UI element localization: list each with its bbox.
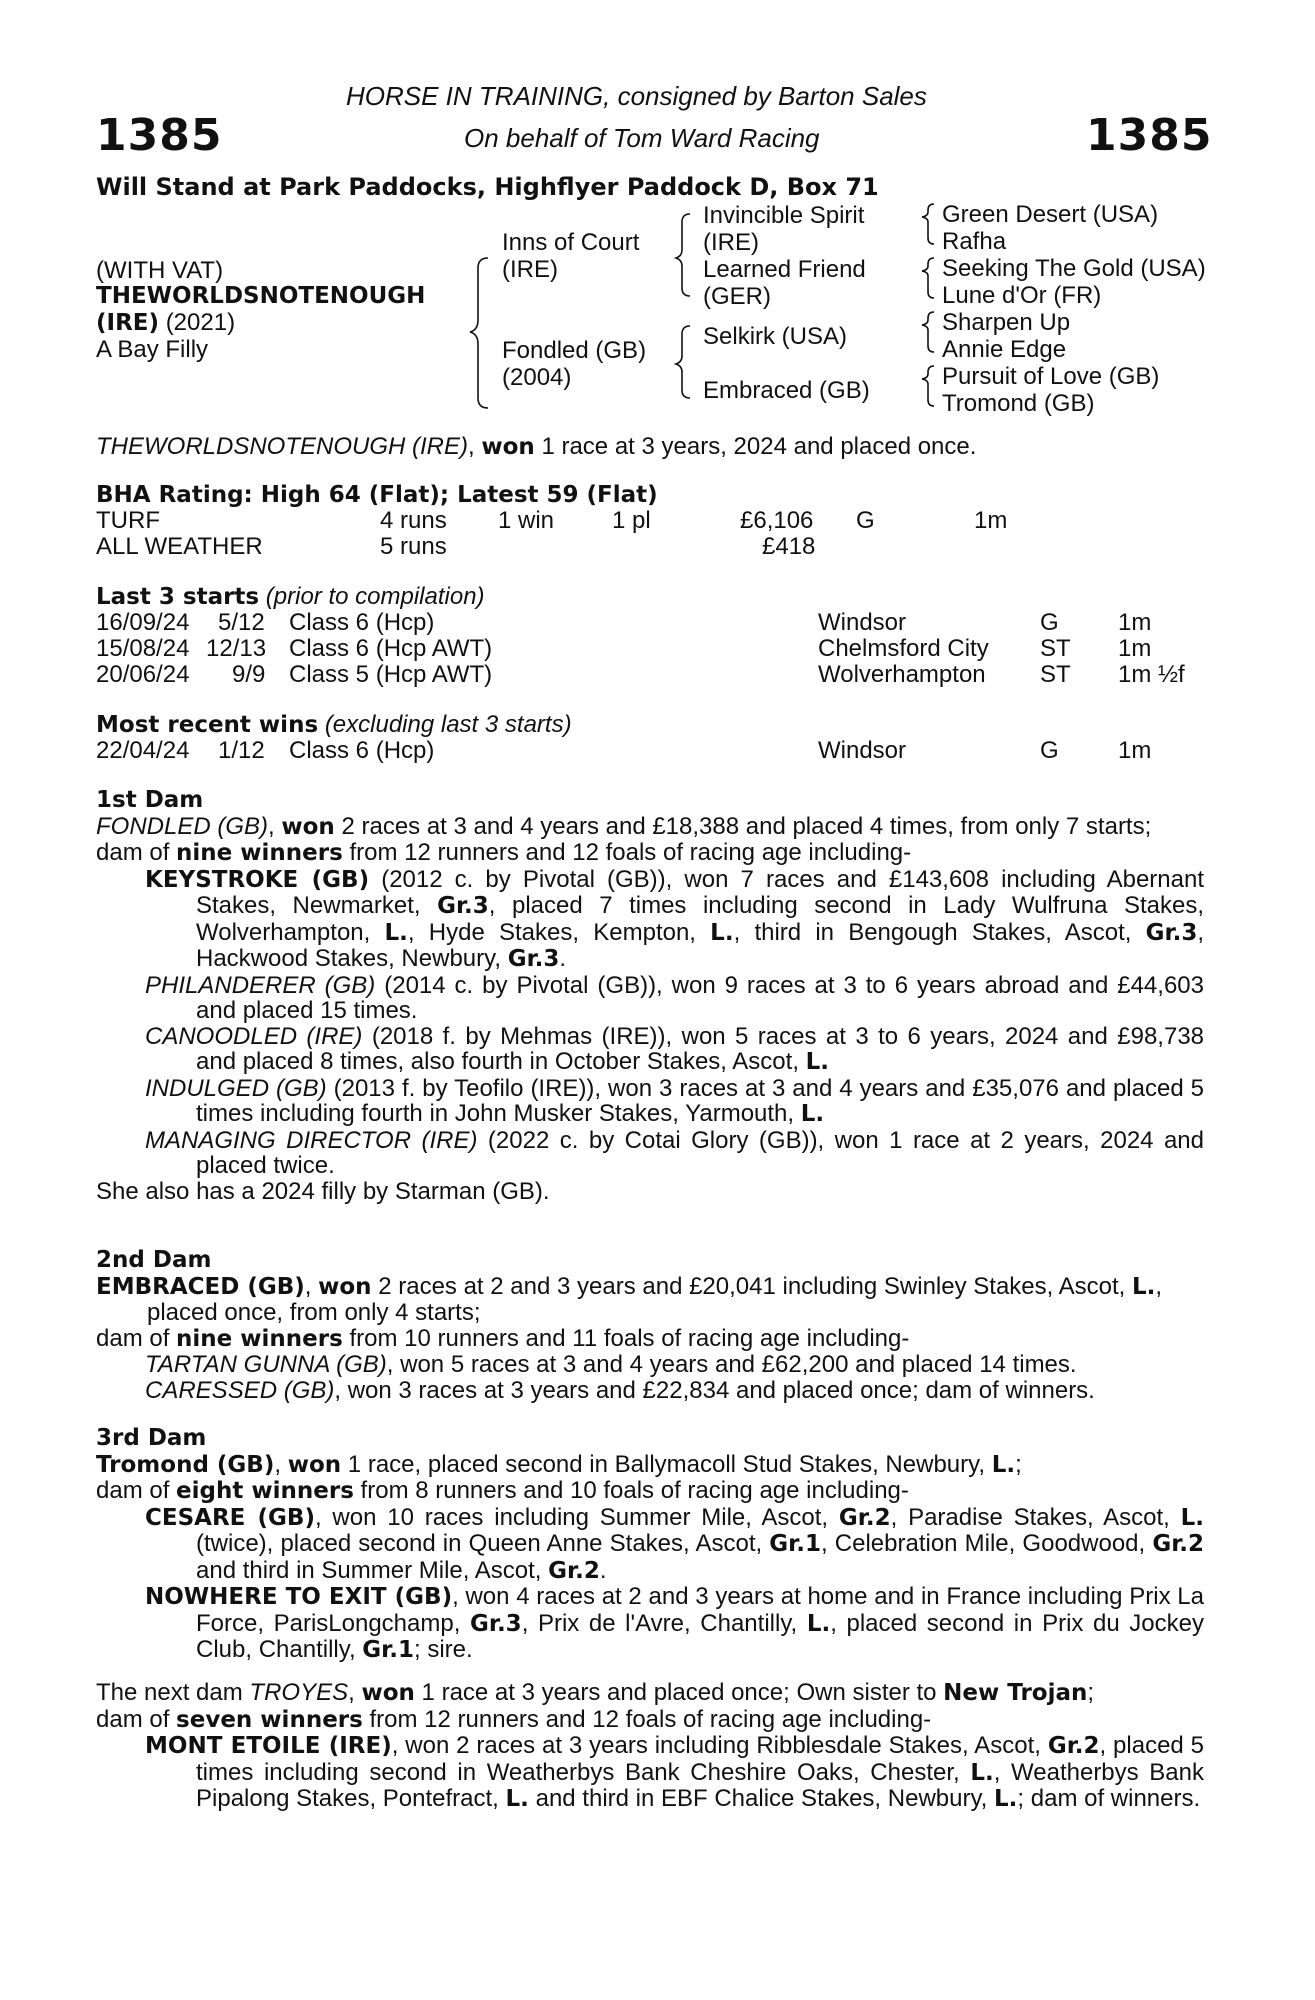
rating-runs: 4 runs: [380, 507, 447, 534]
progeny-entry: TARTAN GUNNA (GB), won 5 races at 3 and 4 years and £62,200 and placed 14 times.: [145, 1351, 1077, 1378]
progeny-entry: INDULGED (GB) (2013 f. by Teofilo (IRE)), won 3 races at 3 and 4 years and £35,076 and placed 5 times including fourth in John Musker Stakes, Yarmouth, L.: [145, 1074, 1204, 1127]
also-note: She also has a 2024 filly by Starman (GB).: [96, 1177, 550, 1205]
next-dam-record: The next dam TROYES, won 1 race at 3 years and placed once; Own sister to New Trojan;: [96, 1679, 1095, 1706]
third-dam-section: [96, 1426, 1204, 1664]
start-pos: 9/9: [232, 661, 266, 688]
grand-2: Rafha: [942, 228, 1007, 255]
win-pos: 1/12: [218, 737, 265, 764]
rating-runs: 5 runs: [380, 533, 447, 560]
progeny-entry: PHILANDERER (GB) (2014 c. by Pivotal (GB)), won 9 races at 3 to 6 years abroad and £44,603 and placed 15 times.: [145, 971, 1204, 1024]
rating-distance: 1m: [974, 507, 1008, 534]
start-pos: 5/12: [218, 609, 265, 636]
lot-number-right: 1385: [1086, 110, 1213, 161]
win-date: 22/04/24: [96, 737, 190, 764]
section-heading: 2nd Dam: [96, 1247, 212, 1273]
win-course: Windsor: [818, 737, 907, 764]
start-going: ST: [1040, 635, 1071, 662]
second-dam-section: [96, 1248, 1204, 1403]
horse-origin: (IRE): [96, 310, 160, 336]
race-summary: THEWORLDSNOTENOUGH (IRE), won 1 race at 3 years, 2024 and placed once.: [96, 433, 977, 460]
start-class: Class 6 (Hcp AWT): [289, 635, 493, 662]
lot-number-left: 1385: [96, 110, 223, 161]
rating-wins: 1 win: [498, 507, 555, 534]
start-course: Wolverhampton: [818, 661, 986, 688]
start-going: G: [1040, 609, 1059, 636]
start-date: 20/06/24: [96, 661, 190, 688]
dam-of-line: dam of eight winners from 8 runners and 10 foals of racing age including-: [96, 1477, 909, 1504]
win-class: Class 6 (Hcp): [289, 737, 435, 764]
start-dist: 1m ½f: [1118, 661, 1185, 688]
win-going: G: [1040, 737, 1059, 764]
rating-prize: £418: [762, 533, 816, 560]
section-heading: 1st Dam: [96, 787, 204, 813]
horse-year: (2021): [165, 309, 236, 336]
dam: Fondled (GB) (2004): [502, 337, 647, 391]
dam-of-line: dam of nine winners from 10 runners and 11 foals of racing age including-: [96, 1324, 910, 1352]
grand-7: Pursuit of Love (GB): [942, 363, 1160, 390]
sire-dam: Learned Friend (GER): [703, 256, 866, 310]
start-date: 15/08/24: [96, 635, 190, 662]
start-dist: 1m: [1118, 609, 1152, 636]
first-dam-section: [96, 788, 1204, 1204]
vat-label: (WITH VAT): [96, 257, 224, 284]
recent-wins-heading: Most recent wins (excluding last 3 starts): [96, 711, 572, 738]
progeny-entry: CANOODLED (IRE) (2018 f. by Mehmas (IRE)), won 5 races at 3 to 6 years, 2024 and £98,738 and placed 8 times, also fourth in October Stakes, Ascot, L.: [145, 1022, 1205, 1075]
grand-3: Seeking The Gold (USA): [942, 255, 1206, 282]
pedigree-brackets: [0, 0, 1315, 440]
start-pos: 12/13: [206, 635, 267, 662]
behalf-line: On behalf of Tom Ward Racing: [464, 123, 820, 153]
dam-of-line: dam of seven winners from 12 runners and 12 foals of racing age including-: [96, 1705, 932, 1733]
rating-surface: ALL WEATHER: [96, 533, 263, 560]
grand-5: Sharpen Up: [942, 309, 1071, 336]
progeny-entry: CESARE (GB), won 10 races including Summer Mile, Ascot, Gr.2, Paradise Stakes, Ascot, L. (twice), placed second in Queen Anne Stakes, Ascot, Gr.1, Celebration Mile, Goodwood, Gr.2 and third in Summer Mile, Ascot, Gr.2.: [145, 1503, 1205, 1584]
bha-rating-heading: BHA Rating: High 64 (Flat); Latest 59 (Flat): [96, 482, 658, 508]
grand-6: Annie Edge: [942, 336, 1067, 363]
progeny-entry: MONT ETOILE (IRE), won 2 races at 3 years including Ribblesdale Stakes, Ascot, Gr.2, placed 5 times including second in Weatherbys Bank Cheshire Oaks, Chester, L., Weatherbys Bank Pipalong Stakes, Pontefract, L. and third in EBF Chalice Stakes, Newbury, L.; dam of winners.: [145, 1732, 1205, 1812]
start-class: Class 5 (Hcp AWT): [289, 661, 493, 688]
start-course: Chelmsford City: [818, 635, 989, 662]
start-going: ST: [1040, 661, 1071, 688]
horse-description: A Bay Filly: [96, 336, 209, 363]
next-dam-section: [96, 1680, 1204, 1813]
stand-location: Will Stand at Park Paddocks, Highflyer Paddock D, Box 71: [96, 173, 879, 201]
grand-1: Green Desert (USA): [942, 201, 1159, 228]
start-date: 16/09/24: [96, 609, 190, 636]
rating-surface: TURF: [96, 507, 160, 534]
sire: Inns of Court (IRE): [502, 229, 640, 283]
consignment-line: HORSE IN TRAINING, consigned by Barton Sales: [346, 81, 927, 111]
rating-prize: £6,106: [740, 507, 814, 534]
start-class: Class 6 (Hcp): [289, 609, 435, 636]
dam-sire: Selkirk (USA): [703, 323, 848, 350]
dam-record: Tromond (GB), won 1 race, placed second in Ballymacoll Stud Stakes, Newbury, L.;: [96, 1450, 1022, 1478]
dam-record: FONDLED (GB), won 2 races at 3 and 4 years and £18,388 and placed 4 times, from only 7 starts;: [96, 812, 1152, 840]
dam-of-line: dam of nine winners from 12 runners and 12 foals of racing age including-: [96, 839, 912, 866]
sire-sire: Invincible Spirit (IRE): [703, 202, 865, 256]
grand-4: Lune d'Or (FR): [942, 282, 1102, 309]
progeny-entry: KEYSTROKE (GB) (2012 c. by Pivotal (GB)), won 7 races and £143,608 including Abernant Stakes, Newmarket, Gr.3, placed 7 times including second in Lady Wulfruna Stakes, Wolverhampton, L., Hyde Stakes, Kempton, L., third in Bengough Stakes, Ascot, Gr.3, Hackwood Stakes, Newbury, Gr.3.: [145, 865, 1205, 972]
section-heading: 3rd Dam: [96, 1425, 207, 1451]
progeny-entry: CARESSED (GB), won 3 races at 3 years and £22,834 and placed once; dam of winners.: [145, 1376, 1095, 1404]
progeny-entry: NOWHERE TO EXIT (GB), won 4 races at 2 and 3 years at home and in France including Prix La Force, ParisLongchamp, Gr.3, Prix de l'Avre, Chantilly, L., placed second in Prix du Jockey Club, Chantilly, Gr.1; sire.: [145, 1583, 1204, 1663]
start-dist: 1m: [1118, 635, 1152, 662]
horse-name: THEWORLDSNOTENOUGH: [96, 283, 426, 309]
rating-placed: 1 pl: [612, 507, 651, 534]
start-course: Windsor: [818, 609, 907, 636]
grand-8: Tromond (GB): [942, 390, 1095, 417]
progeny-entry: MANAGING DIRECTOR (IRE) (2022 c. by Cotai Glory (GB)), won 1 race at 2 years, 2024 and placed twice.: [145, 1126, 1205, 1179]
dam-record: EMBRACED (GB), won 2 races at 2 and 3 years and £20,041 including Swinley Stakes, Ascot, L., placed once, from only 4 starts;: [96, 1272, 1163, 1326]
win-dist: 1m: [1118, 737, 1152, 764]
last-starts-heading: Last 3 starts (prior to compilation): [96, 583, 485, 610]
rating-going: G: [856, 507, 875, 534]
dam-dam: Embraced (GB): [703, 377, 870, 404]
